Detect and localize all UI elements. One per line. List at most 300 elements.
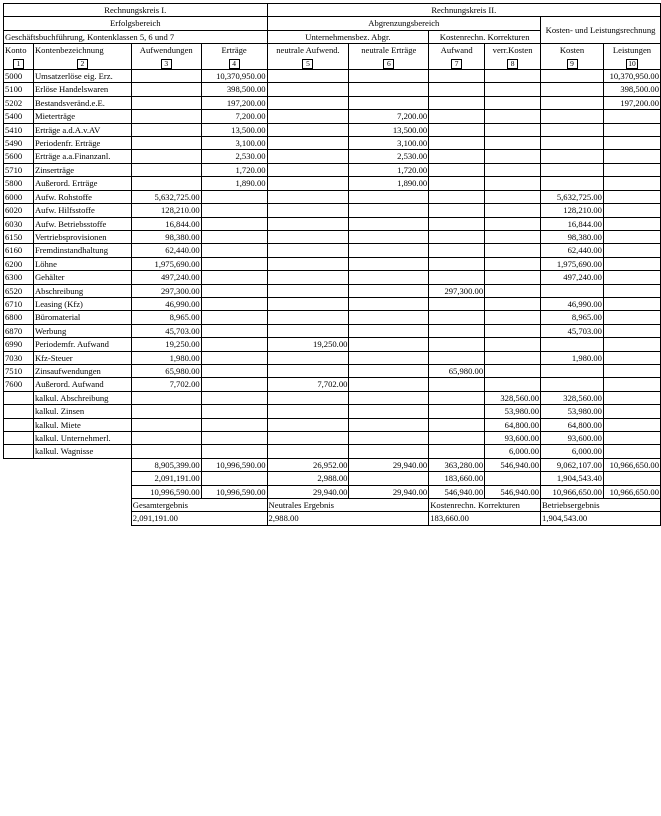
amount-cell: 45,703.00 <box>131 324 201 337</box>
amount-cell <box>201 244 267 257</box>
amount-cell <box>429 83 485 96</box>
table-row <box>4 432 661 445</box>
results-spacer <box>4 512 132 525</box>
table-row <box>4 230 661 243</box>
kontenbezeichnung-cell: kalkul. Zinsen <box>33 405 131 418</box>
amount-cell <box>429 351 485 364</box>
amount-cell <box>349 217 429 230</box>
amount-cell <box>429 70 485 83</box>
amount-cell <box>267 83 349 96</box>
column-number-box: 5 <box>302 59 313 69</box>
amount-cell <box>603 257 660 270</box>
amount-cell: 16,844.00 <box>541 217 604 230</box>
table-row <box>4 177 661 190</box>
kontenbezeichnung-cell: kalkul. Wagnisse <box>33 445 131 458</box>
amount-cell <box>485 244 541 257</box>
table-row <box>4 137 661 150</box>
kontenbezeichnung-cell: Büromaterial <box>33 311 131 324</box>
kontenbezeichnung-cell: kalkul. Abschreibung <box>33 391 131 404</box>
totals-row <box>4 485 661 498</box>
totals-spacer <box>4 472 132 485</box>
amount-cell <box>485 217 541 230</box>
table-row <box>4 257 661 270</box>
amount-cell <box>131 445 201 458</box>
amount-cell: 93,600.00 <box>541 432 604 445</box>
amount-cell <box>267 204 349 217</box>
amount-cell: 197,200.00 <box>201 96 267 109</box>
amount-cell <box>267 405 349 418</box>
kontenbezeichnung-cell: Außerord. Erträge <box>33 177 131 190</box>
amount-cell: 46,990.00 <box>131 297 201 310</box>
column-number-box: 1 <box>13 59 24 69</box>
table-row <box>4 123 661 136</box>
column-number-cell <box>4 57 34 70</box>
amount-cell <box>201 297 267 310</box>
amount-cell <box>349 405 429 418</box>
amount-cell <box>485 190 541 203</box>
amount-cell <box>541 70 604 83</box>
amount-cell <box>429 96 485 109</box>
kontenbezeichnung-cell: Periodemfr. Aufwand <box>33 338 131 351</box>
konto-cell: 6020 <box>4 204 34 217</box>
amount-cell <box>429 190 485 203</box>
table-row <box>4 364 661 377</box>
column-header-10: Leistungen <box>603 44 660 57</box>
amount-cell <box>267 324 349 337</box>
amount-cell: 297,300.00 <box>429 284 485 297</box>
konto-cell: 5000 <box>4 70 34 83</box>
total-cell: 8,905,399.00 <box>131 458 201 471</box>
column-header-1: Konto <box>4 44 34 57</box>
amount-cell <box>201 405 267 418</box>
table-row <box>4 190 661 203</box>
column-number-box: 7 <box>451 59 462 69</box>
amount-cell <box>201 271 267 284</box>
amount-cell <box>603 445 660 458</box>
amount-cell <box>429 432 485 445</box>
amount-cell <box>349 418 429 431</box>
konto-cell: 6150 <box>4 230 34 243</box>
kontenbezeichnung-cell: Zinserträge <box>33 163 131 176</box>
kontenbezeichnung-cell: Aufw. Hilfsstoffe <box>33 204 131 217</box>
result-label: Betriebsergebnis <box>541 499 661 512</box>
amount-cell: 65,980.00 <box>131 364 201 377</box>
totals-spacer <box>4 458 132 471</box>
kontenbezeichnung-cell: Außerord. Aufwand <box>33 378 131 391</box>
column-number-cell <box>429 57 485 70</box>
table-row <box>4 405 661 418</box>
amount-cell: 7,200.00 <box>349 110 429 123</box>
amount-cell <box>429 257 485 270</box>
amount-cell <box>201 217 267 230</box>
amount-cell <box>267 271 349 284</box>
amount-cell <box>603 163 660 176</box>
amount-cell <box>603 405 660 418</box>
total-cell: 29,940.00 <box>349 485 429 498</box>
amount-cell <box>267 418 349 431</box>
results-spacer <box>4 499 132 512</box>
table-row <box>4 297 661 310</box>
konto-cell: 5202 <box>4 96 34 109</box>
konto-cell <box>4 432 34 445</box>
table-row <box>4 311 661 324</box>
amount-cell <box>541 378 604 391</box>
table-row <box>4 445 661 458</box>
amount-cell <box>131 150 201 163</box>
amount-cell <box>603 351 660 364</box>
amount-cell <box>131 110 201 123</box>
total-cell: 29,940.00 <box>267 485 349 498</box>
kontenbezeichnung-cell: Vertriebsprovisionen <box>33 230 131 243</box>
amount-cell <box>429 297 485 310</box>
amount-cell <box>541 177 604 190</box>
amount-cell: 497,240.00 <box>131 271 201 284</box>
amount-cell <box>349 271 429 284</box>
amount-cell <box>485 163 541 176</box>
kontenbezeichnung-cell: Kfz-Steuer <box>33 351 131 364</box>
amount-cell <box>603 271 660 284</box>
column-header-8: verr.Kosten <box>485 44 541 57</box>
amount-cell: 93,600.00 <box>485 432 541 445</box>
total-cell: 26,952.00 <box>267 458 349 471</box>
kontenbezeichnung-cell: Zinsaufwendungen <box>33 364 131 377</box>
table-row <box>4 96 661 109</box>
amount-cell <box>603 190 660 203</box>
amount-cell: 16,844.00 <box>131 217 201 230</box>
amount-cell <box>201 311 267 324</box>
table-row <box>4 391 661 404</box>
amount-cell: 2,530.00 <box>201 150 267 163</box>
amount-cell <box>429 418 485 431</box>
total-cell: 546,940.00 <box>485 458 541 471</box>
amount-cell: 7,200.00 <box>201 110 267 123</box>
amount-cell <box>429 311 485 324</box>
amount-cell <box>349 244 429 257</box>
amount-cell <box>485 230 541 243</box>
amount-cell <box>201 378 267 391</box>
amount-cell <box>349 351 429 364</box>
kontenbezeichnung-cell: kalkul. Miete <box>33 418 131 431</box>
konto-cell: 6160 <box>4 244 34 257</box>
table-row <box>4 70 661 83</box>
unternehmensbez-abgr-header: Unternehmensbez. Abgr. <box>267 30 429 43</box>
konto-cell: 5100 <box>4 83 34 96</box>
table-row <box>4 163 661 176</box>
amount-cell <box>267 364 349 377</box>
column-number-cell <box>603 57 660 70</box>
amount-cell <box>267 432 349 445</box>
amount-cell <box>349 70 429 83</box>
amount-cell: 46,990.00 <box>541 297 604 310</box>
amount-cell <box>603 324 660 337</box>
total-cell: 546,940.00 <box>485 485 541 498</box>
amount-cell <box>201 364 267 377</box>
amount-cell <box>429 324 485 337</box>
results-values-row <box>4 512 661 525</box>
column-number-box: 6 <box>383 59 394 69</box>
konto-cell: 6870 <box>4 324 34 337</box>
amount-cell <box>349 338 429 351</box>
amount-cell <box>267 177 349 190</box>
amount-cell <box>603 217 660 230</box>
column-label-row <box>4 44 661 57</box>
konto-cell: 6710 <box>4 297 34 310</box>
table-row <box>4 378 661 391</box>
table-row <box>4 150 661 163</box>
amount-cell <box>349 297 429 310</box>
amount-cell <box>429 150 485 163</box>
total-cell <box>201 472 267 485</box>
amount-cell <box>429 271 485 284</box>
amount-cell <box>429 123 485 136</box>
table-row <box>4 244 661 257</box>
kontenbezeichnung-cell: Abschreibung <box>33 284 131 297</box>
amount-cell <box>349 391 429 404</box>
amount-cell <box>603 110 660 123</box>
amount-cell <box>541 338 604 351</box>
table-row <box>4 284 661 297</box>
amount-cell <box>429 163 485 176</box>
amount-cell <box>267 257 349 270</box>
amount-cell <box>267 351 349 364</box>
amount-cell <box>485 311 541 324</box>
konto-cell: 5600 <box>4 150 34 163</box>
amount-cell <box>541 83 604 96</box>
amount-cell <box>267 445 349 458</box>
kontenbezeichnung-cell: Erträge a.d.A.v.AV <box>33 123 131 136</box>
amount-cell: 5,632,725.00 <box>541 190 604 203</box>
total-cell <box>349 472 429 485</box>
column-header-9: Kosten <box>541 44 604 57</box>
amount-cell <box>541 150 604 163</box>
column-number-cell <box>485 57 541 70</box>
amount-cell <box>267 110 349 123</box>
amount-cell <box>541 110 604 123</box>
total-cell: 10,966,650.00 <box>541 485 604 498</box>
column-number-cell <box>33 57 131 70</box>
table-row <box>4 204 661 217</box>
kontenbezeichnung-cell: Werbung <box>33 324 131 337</box>
konto-cell: 6300 <box>4 271 34 284</box>
amount-cell <box>349 445 429 458</box>
konto-cell: 6990 <box>4 338 34 351</box>
totals-spacer <box>4 485 132 498</box>
amount-cell <box>485 83 541 96</box>
kontenbezeichnung-cell: Gehälter <box>33 271 131 284</box>
amount-cell <box>485 177 541 190</box>
konto-cell: 7600 <box>4 378 34 391</box>
kontenbezeichnung-cell: Löhne <box>33 257 131 270</box>
amount-cell <box>429 230 485 243</box>
amount-cell <box>603 391 660 404</box>
amount-cell <box>201 351 267 364</box>
amount-cell <box>485 351 541 364</box>
amount-cell <box>429 338 485 351</box>
amount-cell <box>429 244 485 257</box>
amount-cell <box>349 324 429 337</box>
amount-cell <box>267 123 349 136</box>
result-value: 2,091,191.00 <box>131 512 267 525</box>
amount-cell <box>603 432 660 445</box>
amount-cell <box>201 418 267 431</box>
amount-cell <box>131 405 201 418</box>
amount-cell <box>485 271 541 284</box>
amount-cell: 197,200.00 <box>603 96 660 109</box>
kosten-leistungsrechnung-header: Kosten- und Leistungsrechnung <box>541 17 661 44</box>
total-cell: 2,091,191.00 <box>131 472 201 485</box>
amount-cell <box>603 311 660 324</box>
geschaeftsbuchfuehrung-header: Geschäftsbuchführung, Kontenklassen 5, 6 und 7 <box>4 30 268 43</box>
amount-cell: 65,980.00 <box>429 364 485 377</box>
amount-cell <box>201 391 267 404</box>
amount-cell <box>541 364 604 377</box>
amount-cell <box>267 70 349 83</box>
column-number-box: 4 <box>229 59 240 69</box>
amount-cell <box>429 445 485 458</box>
table-row <box>4 217 661 230</box>
amount-cell <box>201 445 267 458</box>
amount-cell: 398,500.00 <box>201 83 267 96</box>
amount-cell <box>541 137 604 150</box>
amount-cell: 8,965.00 <box>541 311 604 324</box>
amount-cell <box>267 284 349 297</box>
amount-cell <box>131 83 201 96</box>
erfolgsbereich-header: Erfolgsbereich <box>4 17 268 30</box>
totals-row <box>4 458 661 471</box>
kontenbezeichnung-cell: Erträge a.a.Finanzanl. <box>33 150 131 163</box>
table-row <box>4 324 661 337</box>
total-cell: 183,660.00 <box>429 472 485 485</box>
amount-cell: 6,000.00 <box>541 445 604 458</box>
amount-cell <box>541 96 604 109</box>
total-cell <box>485 472 541 485</box>
result-label: Gesamtergebnis <box>131 499 267 512</box>
amount-cell <box>201 190 267 203</box>
amount-cell <box>603 338 660 351</box>
amount-cell <box>485 70 541 83</box>
abgrenzungsbereich-header: Abgrenzungsbereich <box>267 17 541 30</box>
result-label: Neutrales Ergebnis <box>267 499 429 512</box>
kontenbezeichnung-cell: Aufw. Betriebsstoffe <box>33 217 131 230</box>
amount-cell <box>429 405 485 418</box>
amount-cell <box>267 163 349 176</box>
konto-cell: 6520 <box>4 284 34 297</box>
amount-cell <box>603 297 660 310</box>
amount-cell <box>267 311 349 324</box>
konto-cell: 6000 <box>4 190 34 203</box>
amount-cell <box>603 378 660 391</box>
amount-cell: 328,560.00 <box>541 391 604 404</box>
amount-cell <box>429 177 485 190</box>
amount-cell <box>485 324 541 337</box>
konto-cell: 6800 <box>4 311 34 324</box>
column-header-7: Aufwand <box>429 44 485 57</box>
total-cell: 10,996,590.00 <box>201 485 267 498</box>
amount-cell <box>541 163 604 176</box>
amount-cell <box>603 418 660 431</box>
amount-cell <box>603 364 660 377</box>
amount-cell <box>267 217 349 230</box>
amount-cell: 62,440.00 <box>541 244 604 257</box>
total-cell: 10,996,590.00 <box>201 458 267 471</box>
amount-cell <box>541 284 604 297</box>
amount-cell: 10,370,950.00 <box>201 70 267 83</box>
amount-cell <box>485 96 541 109</box>
amount-cell: 3,100.00 <box>349 137 429 150</box>
total-cell: 10,996,590.00 <box>131 485 201 498</box>
amount-cell: 53,980.00 <box>541 405 604 418</box>
amount-cell <box>267 137 349 150</box>
amount-cell <box>603 137 660 150</box>
total-cell: 1,904,543.40 <box>541 472 604 485</box>
amount-cell: 5,632,725.00 <box>131 190 201 203</box>
amount-cell <box>201 204 267 217</box>
amount-cell: 64,800.00 <box>485 418 541 431</box>
column-number-cell <box>201 57 267 70</box>
table-row <box>4 351 661 364</box>
amount-cell <box>349 230 429 243</box>
amount-cell <box>429 110 485 123</box>
result-value: 1,904,543.00 <box>541 512 661 525</box>
table-row <box>4 83 661 96</box>
amount-cell <box>131 432 201 445</box>
amount-cell: 1,890.00 <box>349 177 429 190</box>
amount-cell <box>131 418 201 431</box>
amount-cell <box>267 150 349 163</box>
column-number-cell <box>541 57 604 70</box>
total-cell: 10,966,650.00 <box>603 458 660 471</box>
amount-cell <box>485 284 541 297</box>
amount-cell <box>349 83 429 96</box>
amount-cell <box>485 204 541 217</box>
amount-cell <box>603 177 660 190</box>
kontenbezeichnung-cell: kalkul. Unternehmerl. <box>33 432 131 445</box>
total-cell: 10,966,650.00 <box>603 485 660 498</box>
table-row <box>4 418 661 431</box>
ergebnistabelle <box>3 3 661 526</box>
column-number-box: 8 <box>507 59 518 69</box>
amount-cell: 1,720.00 <box>201 163 267 176</box>
amount-cell: 19,250.00 <box>131 338 201 351</box>
amount-cell <box>267 244 349 257</box>
amount-cell: 7,702.00 <box>131 378 201 391</box>
amount-cell: 64,800.00 <box>541 418 604 431</box>
amount-cell <box>201 432 267 445</box>
amount-cell <box>131 96 201 109</box>
amount-cell: 13,500.00 <box>201 123 267 136</box>
amount-cell <box>429 204 485 217</box>
column-number-cell <box>131 57 201 70</box>
amount-cell <box>485 364 541 377</box>
kontenbezeichnung-cell: Bestandsveränd.e.E. <box>33 96 131 109</box>
amount-cell <box>131 163 201 176</box>
amount-cell <box>603 284 660 297</box>
amount-cell <box>485 378 541 391</box>
amount-cell: 7,702.00 <box>267 378 349 391</box>
konto-cell: 5800 <box>4 177 34 190</box>
amount-cell <box>485 123 541 136</box>
amount-cell <box>267 96 349 109</box>
amount-cell <box>201 230 267 243</box>
amount-cell <box>485 150 541 163</box>
amount-cell: 497,240.00 <box>541 271 604 284</box>
amount-cell <box>349 257 429 270</box>
total-cell <box>603 472 660 485</box>
column-number-box: 2 <box>77 59 88 69</box>
amount-cell <box>485 297 541 310</box>
konto-cell: 6030 <box>4 217 34 230</box>
amount-cell <box>603 150 660 163</box>
